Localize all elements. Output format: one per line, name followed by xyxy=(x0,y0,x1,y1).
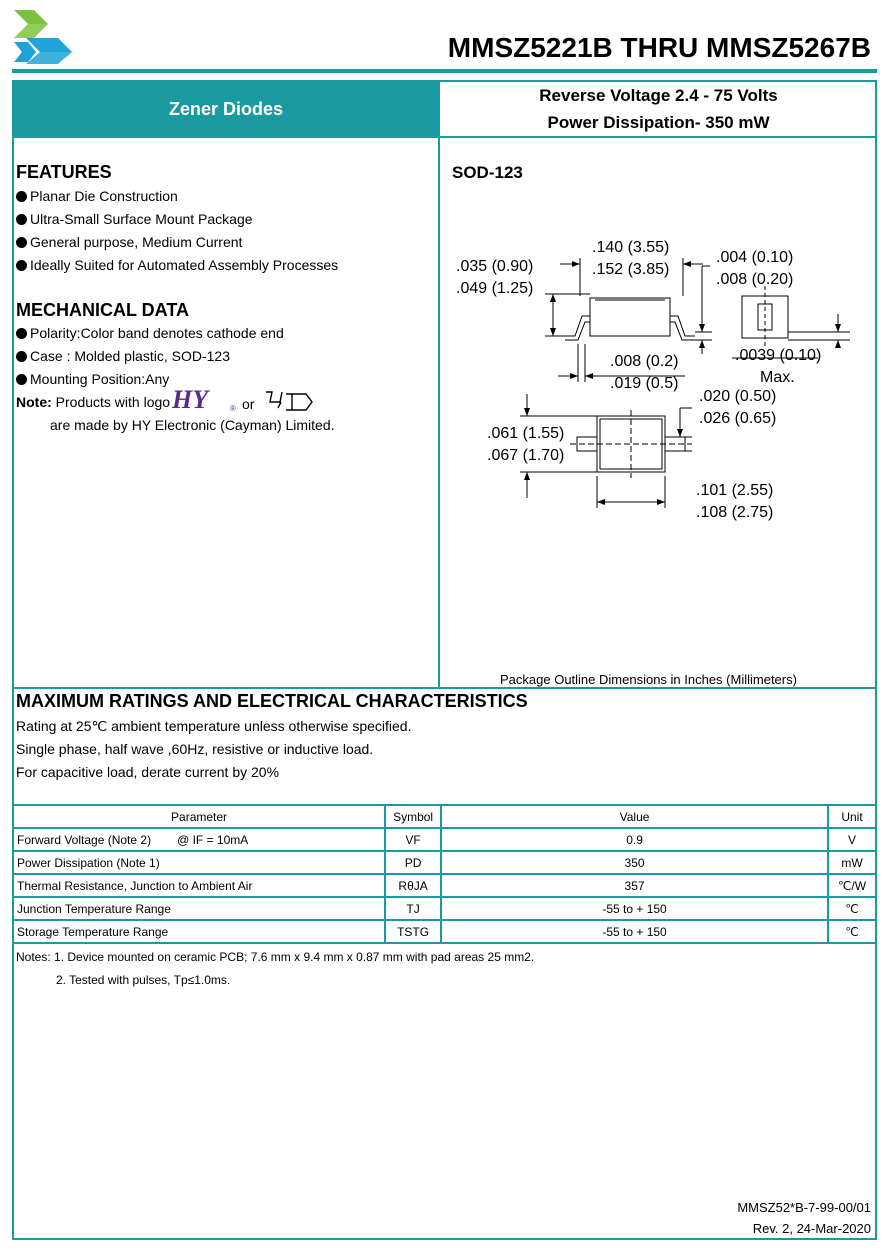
package-name: SOD-123 xyxy=(452,163,523,182)
table-row xyxy=(13,828,876,851)
power-dissipation: Power Dissipation- 350 mW xyxy=(547,113,770,132)
list-item: Ideally Suited for Automated Assembly Processes xyxy=(16,257,338,273)
dim-standoff-max: Max. xyxy=(760,369,795,386)
list-item: General purpose, Medium Current xyxy=(16,234,242,250)
package-caption: Package Outline Dimensions in Inches (Millimeters) xyxy=(500,672,797,687)
symbol-cell: PD xyxy=(385,851,441,874)
list-item: Mounting Position:Any xyxy=(16,371,169,387)
table-header-row xyxy=(13,805,876,828)
bullet-icon xyxy=(16,328,27,339)
note-or: or xyxy=(242,396,255,412)
dim-lead-thk-max: .008 (0.20) xyxy=(716,271,794,288)
col-header: Value xyxy=(441,805,828,828)
col-header: Symbol xyxy=(385,805,441,828)
doc-id: MMSZ52*B-7-99-00/01 xyxy=(737,1200,871,1215)
col-header: Parameter xyxy=(13,805,385,828)
hy-logo-italic xyxy=(170,386,242,414)
value-cell: 350 xyxy=(441,851,828,874)
part-range-title: MMSZ5221B THRU MMSZ5267B xyxy=(447,32,871,63)
reverse-voltage: Reverse Voltage 2.4 - 75 Volts xyxy=(539,86,778,105)
note-2: 2. Tested with pulses, Tp≤1.0ms. xyxy=(56,973,231,987)
dim-standoff: .0039 (0.10) xyxy=(735,347,822,364)
table-row xyxy=(13,851,876,874)
note-text: Products with logo xyxy=(51,394,171,410)
col-header: Unit xyxy=(828,805,876,828)
symbol-cell: TJ xyxy=(385,897,441,920)
value-cell: -55 to + 150 xyxy=(441,897,828,920)
param-cell: Junction Temperature Range xyxy=(13,897,385,920)
bullet-icon xyxy=(16,237,27,248)
list-item: Case : Molded plastic, SOD-123 xyxy=(16,348,230,364)
value-cell: 357 xyxy=(441,874,828,897)
dim-length-min: .140 (3.55) xyxy=(592,239,670,256)
note-prefix: Note: xyxy=(16,394,52,410)
rating-line: Single phase, half wave ,60Hz, resistive or inductive load. xyxy=(16,741,374,757)
param-cell: Thermal Resistance, Junction to Ambient Air xyxy=(13,874,385,897)
dim-lead-len-min: .008 (0.2) xyxy=(610,353,679,370)
table-row xyxy=(13,897,876,920)
mechanical-title: MECHANICAL DATA xyxy=(16,300,189,320)
table-row xyxy=(13,920,876,943)
dim-length-max: .152 (3.85) xyxy=(592,261,670,278)
dim-body-len-max: .108 (2.75) xyxy=(696,504,774,521)
value-cell: -55 to + 150 xyxy=(441,920,828,943)
dim-lead-width-max: .026 (0.65) xyxy=(699,410,777,427)
ratings-table xyxy=(12,804,877,944)
unit-cell: V xyxy=(828,828,876,851)
symbol-cell: VF xyxy=(385,828,441,851)
value-cell: 0.9 xyxy=(441,828,828,851)
table-row xyxy=(13,874,876,897)
list-item: Polarity:Color band denotes cathode end xyxy=(16,325,284,341)
symbol-cell: RθJA xyxy=(385,874,441,897)
dim-lead-len-max: .019 (0.5) xyxy=(610,375,679,392)
svg-text:HY: HY xyxy=(172,386,209,414)
dim-height-max: .049 (1.25) xyxy=(456,280,534,297)
dim-height-min: .035 (0.90) xyxy=(456,258,534,275)
rating-line: Rating at 25℃ ambient temperature unless otherwise specified. xyxy=(16,718,412,734)
divider xyxy=(12,136,877,138)
hy-logo-outline xyxy=(262,388,316,414)
bullet-icon xyxy=(16,260,27,271)
bullet-icon xyxy=(16,374,27,385)
list-item: Ultra-Small Surface Mount Package xyxy=(16,211,253,227)
symbol-cell: TSTG xyxy=(385,920,441,943)
dim-body-width-min: .061 (1.55) xyxy=(487,425,565,442)
dim-body-len-min: .101 (2.55) xyxy=(696,482,774,499)
note-line xyxy=(16,394,170,410)
unit-cell: mW xyxy=(828,851,876,874)
divider xyxy=(12,687,877,689)
product-type-banner xyxy=(12,80,440,138)
param-cell: Storage Temperature Range xyxy=(13,920,385,943)
features-title: FEATURES xyxy=(16,162,112,182)
unit-cell: ℃ xyxy=(828,897,876,920)
bullet-icon xyxy=(16,351,27,362)
product-type: Zener Diodes xyxy=(168,98,284,119)
param-cell: Power Dissipation (Note 1) xyxy=(13,851,385,874)
condition: @ IF = 10mA xyxy=(177,832,249,847)
unit-cell: ℃ xyxy=(828,920,876,943)
note-1: Notes: 1. Device mounted on ceramic PCB; 7.6 mm x 9.4 mm x 0.87 mm with pad areas 25 mm2. xyxy=(16,950,535,964)
company-logo xyxy=(12,8,74,66)
dim-lead-width-min: .020 (0.50) xyxy=(699,388,777,405)
rating-line: For capacitive load, derate current by 20% xyxy=(16,764,280,780)
bullet-icon xyxy=(16,214,27,225)
unit-cell: ℃/W xyxy=(828,874,876,897)
header-rule xyxy=(12,69,877,73)
list-item: Planar Die Construction xyxy=(16,188,178,204)
param-cell: Forward Voltage (Note 2) @ IF = 10mA xyxy=(13,828,385,851)
svg-text:®: ® xyxy=(230,404,236,413)
note-line-2: are made by HY Electronic (Cayman) Limited. xyxy=(50,417,335,433)
ratings-title: MAXIMUM RATINGS AND ELECTRICAL CHARACTERISTICS xyxy=(16,691,528,711)
dim-lead-thk-min: .004 (0.10) xyxy=(716,249,794,266)
dim-body-width-max: .067 (1.70) xyxy=(487,447,565,464)
revision: Rev. 2, 24-Mar-2020 xyxy=(752,1221,871,1236)
bullet-icon xyxy=(16,191,27,202)
